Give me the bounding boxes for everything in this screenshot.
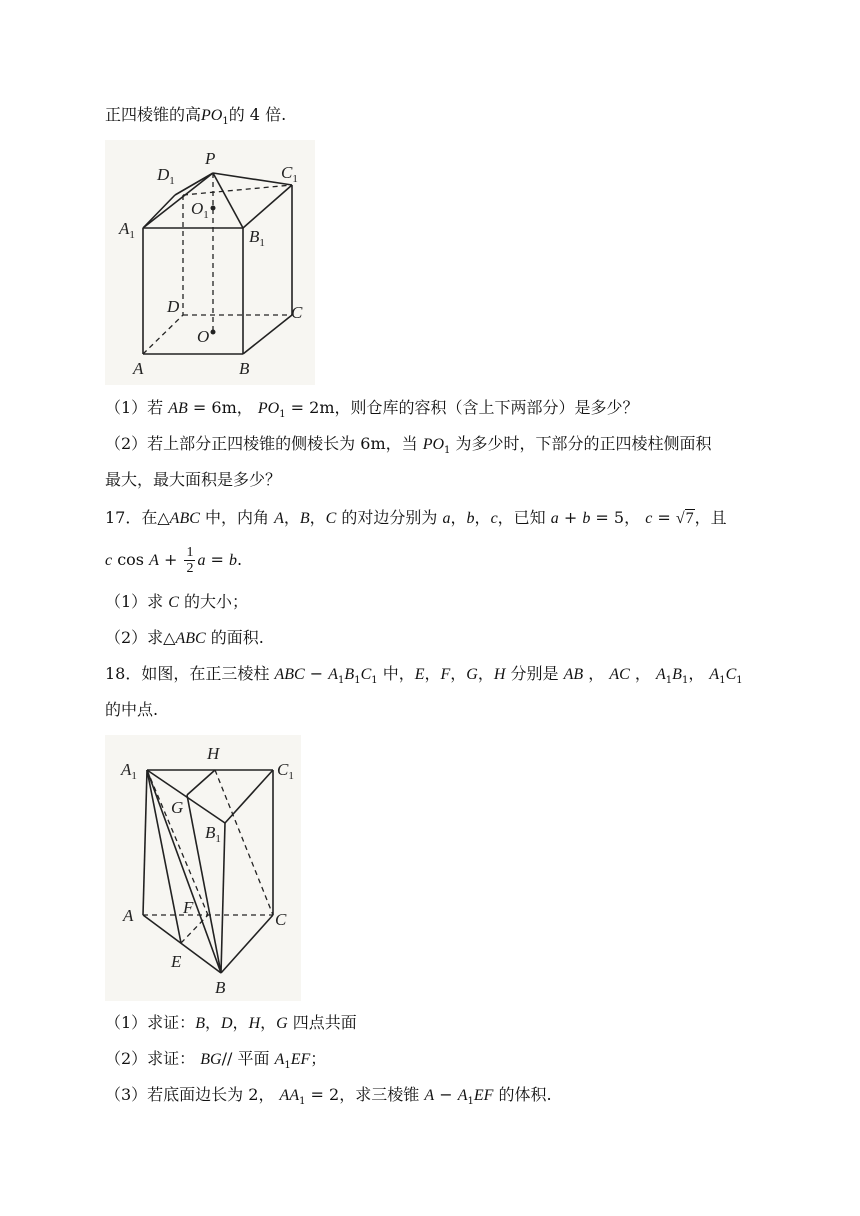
figure-triangular-prism — [105, 735, 301, 1001]
label-H: H — [207, 744, 220, 763]
edge-B1B — [221, 823, 225, 973]
edge-B1C1 — [243, 185, 292, 228]
label-C1: $C_1$ — [281, 163, 298, 185]
q18-part3: （3）若底面边长为 2， $AA_1 = 2$，求三棱锥 $A - A_1EF$ 的体积. — [105, 1085, 552, 1108]
label-P: P — [205, 149, 216, 168]
text-line-1: 正四棱锥的高$PO_1$的 4 倍. — [105, 105, 287, 128]
label-B1: $B_1$ — [205, 823, 221, 845]
q16-part2b: 最大，最大面积是多少？ — [105, 470, 282, 489]
q16-part1: （1）若 AB = 6m， $PO_1 = 2m$，则仓库的容积（含上下两部分）是多少？ — [105, 398, 639, 421]
label-E: E — [171, 952, 182, 971]
edge-A1A — [143, 770, 147, 915]
label-G: G — [171, 798, 184, 817]
edge-PB1 — [213, 173, 243, 228]
label-A1: $A_1$ — [119, 219, 135, 241]
label-B: B — [239, 359, 250, 378]
edge-B1C1 — [225, 770, 273, 823]
q18-stem-a: 18．如图，在正三棱柱 ABC − $A_1B_1C_1$ 中，E，F，G，H 分别是 AB ， AC ， $A_1B_1$， $A_1C_1$ — [105, 664, 743, 687]
label-C: C — [291, 303, 303, 322]
label-D: D — [167, 297, 180, 316]
label-C: C — [275, 910, 287, 929]
label-A: A — [133, 359, 144, 378]
figure-pyramid-prism — [105, 140, 315, 385]
label-C1: $C_1$ — [277, 760, 294, 782]
q18-part2: （2）求证： BG// 平面 $A_1EF$； — [105, 1049, 327, 1072]
edge-BC — [221, 915, 273, 973]
label-D1: $D_1$ — [157, 165, 175, 187]
q17-stem-b: c cos A + $\frac{1}{2}$ a = b. — [105, 545, 243, 576]
q17-part2: （2）求△ABC 的面积. — [105, 628, 264, 647]
label-O: O — [197, 327, 210, 346]
edge-BC — [243, 315, 292, 354]
edge-AB — [143, 915, 221, 973]
q18-part1: （1）求证：B，D，H，G 四点共面 — [105, 1013, 357, 1032]
label-B1: $B_1$ — [249, 227, 265, 249]
q17-stem-a: 17．在△ABC 中，内角 A，B，C 的对边分别为 a，b，c，已知 a + b = 5， c = √7，且 — [105, 508, 727, 527]
q16-part2a: （2）若上部分正四棱锥的侧棱长为 6m，当 $PO_1$ 为多少时，下部分的正四棱柱侧面积 — [105, 434, 712, 457]
label-A1: $A_1$ — [121, 760, 137, 782]
label-B: B — [215, 978, 226, 997]
label-F: F — [183, 898, 194, 917]
label-A: A — [123, 906, 134, 925]
q17-part1: （1）求 C 的大小； — [105, 592, 249, 611]
label-O1: $O_1$ — [191, 199, 209, 221]
q18-stem-b: 的中点. — [105, 700, 159, 719]
